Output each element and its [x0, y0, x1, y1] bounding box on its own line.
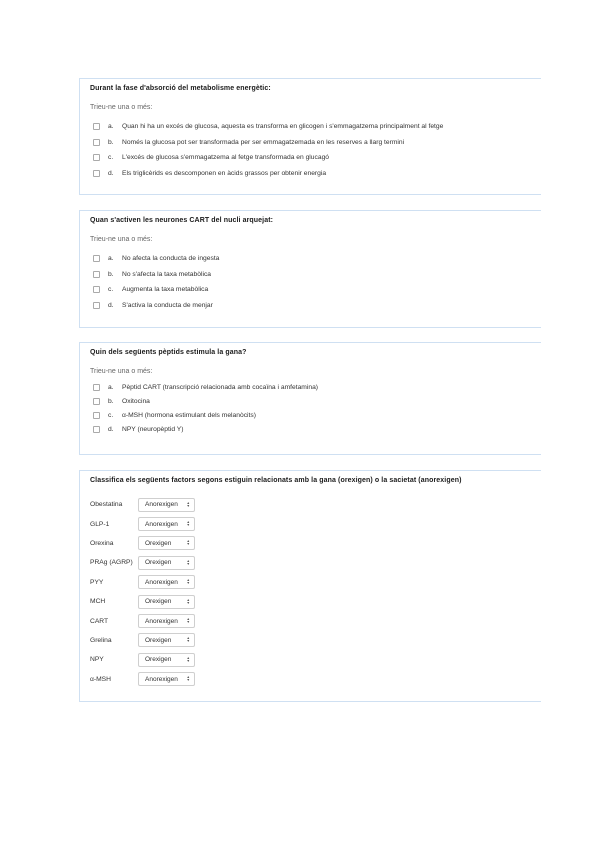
option-letter: c. [108, 286, 114, 294]
option-letter: c. [108, 154, 114, 162]
matching-select[interactable] [138, 536, 195, 550]
updown-caret-icon [187, 502, 190, 508]
checkbox[interactable] [93, 123, 100, 130]
option-text: Oxitocina [122, 397, 150, 405]
caret-down-icon: ▼ [186, 658, 190, 663]
checkbox[interactable] [93, 170, 100, 177]
updown-caret-icon [187, 618, 190, 624]
option-d[interactable] [93, 422, 531, 436]
checkbox[interactable] [93, 139, 100, 146]
question-title: Quan s'activen les neurones CART del nucli arquejat: [90, 217, 274, 224]
caret-down-icon: ▼ [186, 503, 190, 508]
choose-label: Trieu-ne una o més: [90, 236, 153, 243]
matching-select[interactable] [138, 595, 195, 609]
option-d[interactable] [93, 298, 531, 314]
question-card-1 [79, 78, 541, 195]
matching-row [90, 592, 531, 611]
caret-up-icon: ▲ [186, 617, 190, 622]
select-value: Orexigen [145, 598, 172, 606]
select-value: Orexigen [145, 636, 172, 644]
matching-select[interactable] [138, 575, 195, 589]
caret-up-icon: ▲ [186, 578, 190, 583]
matching-label: MCH [90, 598, 106, 606]
select-value: Anorexigen [145, 578, 178, 586]
checkbox[interactable] [93, 286, 100, 293]
matching-row [90, 534, 531, 553]
matching-row [90, 495, 531, 514]
question-title: Durant la fase d'absorció del metabolisme energètic: [90, 85, 271, 92]
select-value: Orexigen [145, 559, 172, 567]
option-a[interactable] [93, 119, 531, 135]
matching-row [90, 670, 531, 689]
updown-caret-icon [187, 521, 190, 527]
checkbox[interactable] [93, 398, 100, 405]
updown-caret-icon [187, 560, 190, 566]
option-text: No s'afecta la taxa metabòlica [122, 270, 212, 278]
choose-label: Trieu-ne una o més: [90, 104, 153, 111]
option-letter: d. [108, 301, 114, 309]
option-letter: d. [108, 169, 114, 177]
matching-label: PYY [90, 578, 104, 586]
select-value: Anorexigen [145, 501, 178, 509]
option-letter: a. [108, 123, 114, 131]
matching-select[interactable] [138, 556, 195, 570]
question-title: Quin dels següents pèptids estimula la gana? [90, 349, 247, 356]
option-text: Només la glucosa pot ser transformada per ser emmagatzemada en les reserves a llarg termini [122, 138, 405, 146]
updown-caret-icon [187, 676, 190, 682]
checkbox[interactable] [93, 384, 100, 391]
caret-down-icon: ▼ [186, 581, 190, 586]
matching-label: PRAg (AGRP) [90, 559, 133, 567]
matching-select[interactable] [138, 517, 195, 531]
option-letter: d. [108, 425, 114, 433]
choose-label: Trieu-ne una o més: [90, 368, 153, 375]
select-value: Orexigen [145, 539, 172, 547]
matching-select[interactable] [138, 614, 195, 628]
option-letter: b. [108, 138, 114, 146]
matching-label: Grelina [90, 636, 112, 644]
option-letter: c. [108, 411, 114, 419]
caret-up-icon: ▲ [186, 558, 190, 563]
caret-up-icon: ▲ [186, 675, 190, 680]
option-text: L'excés de glucosa s'emmagatzema al fetge transformada en glucagó [122, 154, 330, 162]
option-text: α-MSH (hormona estimulant dels melanòcits) [122, 411, 256, 419]
checkbox[interactable] [93, 154, 100, 161]
matching-row [90, 631, 531, 650]
matching-row [90, 611, 531, 630]
option-text: NPY (neuropèptid Y) [122, 425, 184, 433]
option-b[interactable] [93, 267, 531, 283]
option-c[interactable] [93, 282, 531, 298]
matching-label: Orexina [90, 539, 114, 547]
matching-select[interactable] [138, 653, 195, 667]
option-b[interactable] [93, 394, 531, 408]
matching-row [90, 650, 531, 669]
caret-down-icon: ▼ [186, 678, 190, 683]
checkbox[interactable] [93, 302, 100, 309]
caret-up-icon: ▲ [186, 500, 190, 505]
option-b[interactable] [93, 135, 531, 151]
updown-caret-icon [187, 599, 190, 605]
checkbox[interactable] [93, 271, 100, 278]
matching-row [90, 553, 531, 572]
select-value: Anorexigen [145, 675, 178, 683]
option-c[interactable] [93, 150, 531, 166]
matching-select[interactable] [138, 633, 195, 647]
matching-select[interactable] [138, 672, 195, 686]
caret-down-icon: ▼ [186, 620, 190, 625]
select-value: Orexigen [145, 656, 172, 664]
caret-up-icon: ▲ [186, 520, 190, 525]
matching-label: NPY [90, 656, 104, 664]
updown-caret-icon [187, 540, 190, 546]
matching-question-card [79, 470, 541, 702]
question-card-3 [79, 342, 541, 455]
option-d[interactable] [93, 166, 531, 182]
matching-select[interactable] [138, 498, 195, 512]
matching-label: CART [90, 617, 109, 625]
caret-up-icon: ▲ [186, 655, 190, 660]
question-card-2 [79, 210, 541, 328]
option-letter: a. [108, 383, 114, 391]
caret-down-icon: ▼ [186, 600, 190, 605]
option-a[interactable] [93, 251, 531, 267]
option-text: Quan hi ha un excés de glucosa, aquesta es transforma en glicogen i s'emmagatzema principalment al fetge [122, 123, 444, 131]
caret-up-icon: ▲ [186, 636, 190, 641]
caret-down-icon: ▼ [186, 639, 190, 644]
caret-up-icon: ▲ [186, 597, 190, 602]
updown-caret-icon [187, 579, 190, 585]
matching-label: Obestatina [90, 501, 123, 509]
caret-down-icon: ▼ [186, 561, 190, 566]
checkbox[interactable] [93, 255, 100, 262]
matching-row [90, 573, 531, 592]
option-text: No afecta la conducta de ingesta [122, 255, 220, 263]
select-value: Anorexigen [145, 617, 178, 625]
updown-caret-icon [187, 657, 190, 663]
caret-up-icon: ▲ [186, 539, 190, 544]
question-title: Classifica els següents factors segons estiguin relacionats amb la gana (orexigen) o la sacietat (anorexigen) [90, 477, 462, 484]
option-letter: b. [108, 397, 114, 405]
matching-row [90, 514, 531, 533]
matching-rows [90, 495, 531, 689]
updown-caret-icon [187, 637, 190, 643]
option-text: Augmenta la taxa metabòlica [122, 286, 209, 294]
matching-label: GLP-1 [90, 520, 110, 528]
option-letter: a. [108, 255, 114, 263]
caret-down-icon: ▼ [186, 523, 190, 528]
checkbox[interactable] [93, 412, 100, 419]
checkbox[interactable] [93, 426, 100, 433]
option-c[interactable] [93, 408, 531, 422]
option-a[interactable] [93, 380, 531, 394]
option-letter: b. [108, 270, 114, 278]
caret-down-icon: ▼ [186, 542, 190, 547]
select-value: Anorexigen [145, 520, 178, 528]
matching-label: α-MSH [90, 675, 111, 683]
option-text: Pèptid CART (transcripció relacionada amb cocaïna i amfetamina) [122, 383, 319, 391]
option-text: S'activa la conducta de menjar [122, 301, 213, 309]
option-text: Els triglicèrids es descomponen en àcids grassos per obtenir energia [122, 169, 327, 177]
